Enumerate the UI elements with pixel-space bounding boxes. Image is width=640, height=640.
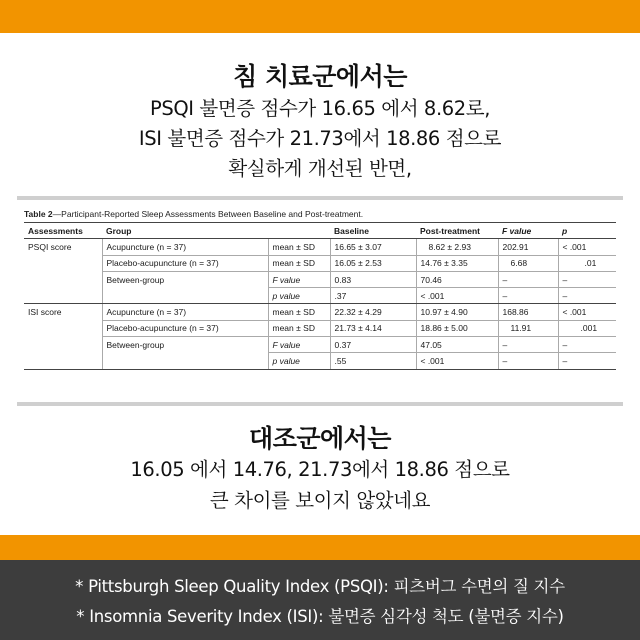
cell-stat: mean ± SD [268, 239, 330, 255]
cell-group [102, 288, 268, 304]
table-row [24, 271, 616, 287]
cell-baseline: 0.83 [330, 271, 416, 287]
cell-baseline: 0.37 [330, 337, 416, 353]
cell-p: – [558, 337, 616, 353]
cell-stat: mean ± SD [268, 255, 330, 271]
footer-notes [0, 560, 640, 640]
header-f-value: F value [498, 223, 558, 239]
cell-group [102, 353, 268, 369]
footnote-isi: * Insomnia Severity Index (ISI): 불면증 심각성 척도 (불면증 지수) [76, 607, 564, 626]
table-caption-label: Table 2 [24, 209, 53, 219]
cell-post: 47.05 [416, 337, 498, 353]
cell-f: – [498, 271, 558, 287]
cell-post: 70.46 [416, 271, 498, 287]
summary-bottom [0, 424, 640, 516]
sleep-assessment-table [24, 222, 616, 370]
heading-control-group: 대조군에서는 [249, 424, 391, 453]
cell-f: – [498, 353, 558, 369]
summary-line-4: 16.05 에서 14.76, 21.73에서 18.86 점으로 [130, 458, 510, 481]
table-row [24, 353, 616, 369]
cell-p: – [558, 288, 616, 304]
heading-acupuncture-group: 침 치료군에서는 [233, 62, 407, 91]
summary-line-5: 큰 차이를 보이지 않았네요 [209, 489, 431, 512]
header-post-treatment: Post-treatment [416, 223, 498, 239]
summary-top [0, 60, 640, 184]
cell-assessment: ISI score [28, 307, 62, 318]
top-orange-bar [0, 0, 640, 33]
header-p: p [558, 223, 616, 239]
cell-post: < .001 [416, 353, 498, 369]
cell-group: Placebo-acupuncture (n = 37) [102, 320, 268, 336]
table-caption-text: —Participant-Reported Sleep Assessments Between Baseline and Post-treatment. [52, 209, 364, 219]
table-row [24, 239, 616, 255]
cell-group: Acupuncture (n = 37) [102, 239, 268, 255]
table-row [24, 288, 616, 304]
table-row [24, 337, 616, 353]
cell-post: 18.86 ± 5.00 [416, 320, 498, 336]
table-header-row [24, 223, 616, 239]
cell-assessment [24, 271, 102, 287]
table-figure [24, 208, 616, 370]
cell-assessment [24, 255, 102, 271]
cell-stat: p value [268, 353, 330, 369]
cell-stat: mean ± SD [268, 304, 330, 320]
cell-baseline: 16.05 ± 2.53 [330, 255, 416, 271]
cell-baseline: 21.73 ± 4.14 [330, 320, 416, 336]
cell-assessment [24, 320, 102, 336]
summary-line-3: 확실하게 개선된 반면, [228, 157, 412, 180]
cell-assessment [24, 353, 102, 369]
cell-baseline: .37 [330, 288, 416, 304]
cell-p: .001 [558, 320, 616, 336]
cell-p: – [558, 271, 616, 287]
cell-f: 11.91 [498, 320, 558, 336]
header-baseline: Baseline [330, 223, 416, 239]
cell-f: – [498, 337, 558, 353]
bottom-orange-bar [0, 535, 640, 560]
cell-stat: F value [268, 337, 330, 353]
cell-group: Placebo-acupuncture (n = 37) [102, 255, 268, 271]
cell-p: < .001 [558, 239, 616, 255]
cell-f: 168.86 [498, 304, 558, 320]
cell-f: 202.91 [498, 239, 558, 255]
summary-line-2: ISI 불면증 점수가 21.73에서 18.86 점으로 [138, 127, 502, 150]
cell-stat: F value [268, 271, 330, 287]
cell-group: Between-group [102, 337, 268, 353]
table-row [24, 320, 616, 336]
table-caption [24, 208, 616, 222]
cell-group: Acupuncture (n = 37) [102, 304, 268, 320]
cell-p: < .001 [558, 304, 616, 320]
cell-baseline: 16.65 ± 3.07 [330, 239, 416, 255]
cell-post: 8.62 ± 2.93 [416, 239, 498, 255]
cell-f: 6.68 [498, 255, 558, 271]
footnote-psqi: * Pittsburgh Sleep Quality Index (PSQI): 피츠버그 수면의 질 지수 [75, 577, 565, 596]
cell-assessment [24, 288, 102, 304]
header-group: Group [102, 223, 268, 239]
cell-assessment: PSQI score [28, 242, 72, 253]
cell-baseline: .55 [330, 353, 416, 369]
cell-f: – [498, 288, 558, 304]
header-assessments: Assessments [24, 223, 102, 239]
table-row [24, 255, 616, 271]
cell-baseline: 22.32 ± 4.29 [330, 304, 416, 320]
cell-post: < .001 [416, 288, 498, 304]
cell-p: .01 [558, 255, 616, 271]
cell-p: – [558, 353, 616, 369]
cell-post: 10.97 ± 4.90 [416, 304, 498, 320]
cell-assessment [24, 337, 102, 353]
summary-line-1: PSQI 불면증 점수가 16.65 에서 8.62로, [149, 97, 490, 120]
table-row [24, 304, 616, 320]
cell-stat: p value [268, 288, 330, 304]
header-stat [268, 223, 330, 239]
cell-post: 14.76 ± 3.35 [416, 255, 498, 271]
divider-top [17, 196, 623, 200]
cell-stat: mean ± SD [268, 320, 330, 336]
cell-group: Between-group [102, 271, 268, 287]
divider-bottom [17, 402, 623, 406]
